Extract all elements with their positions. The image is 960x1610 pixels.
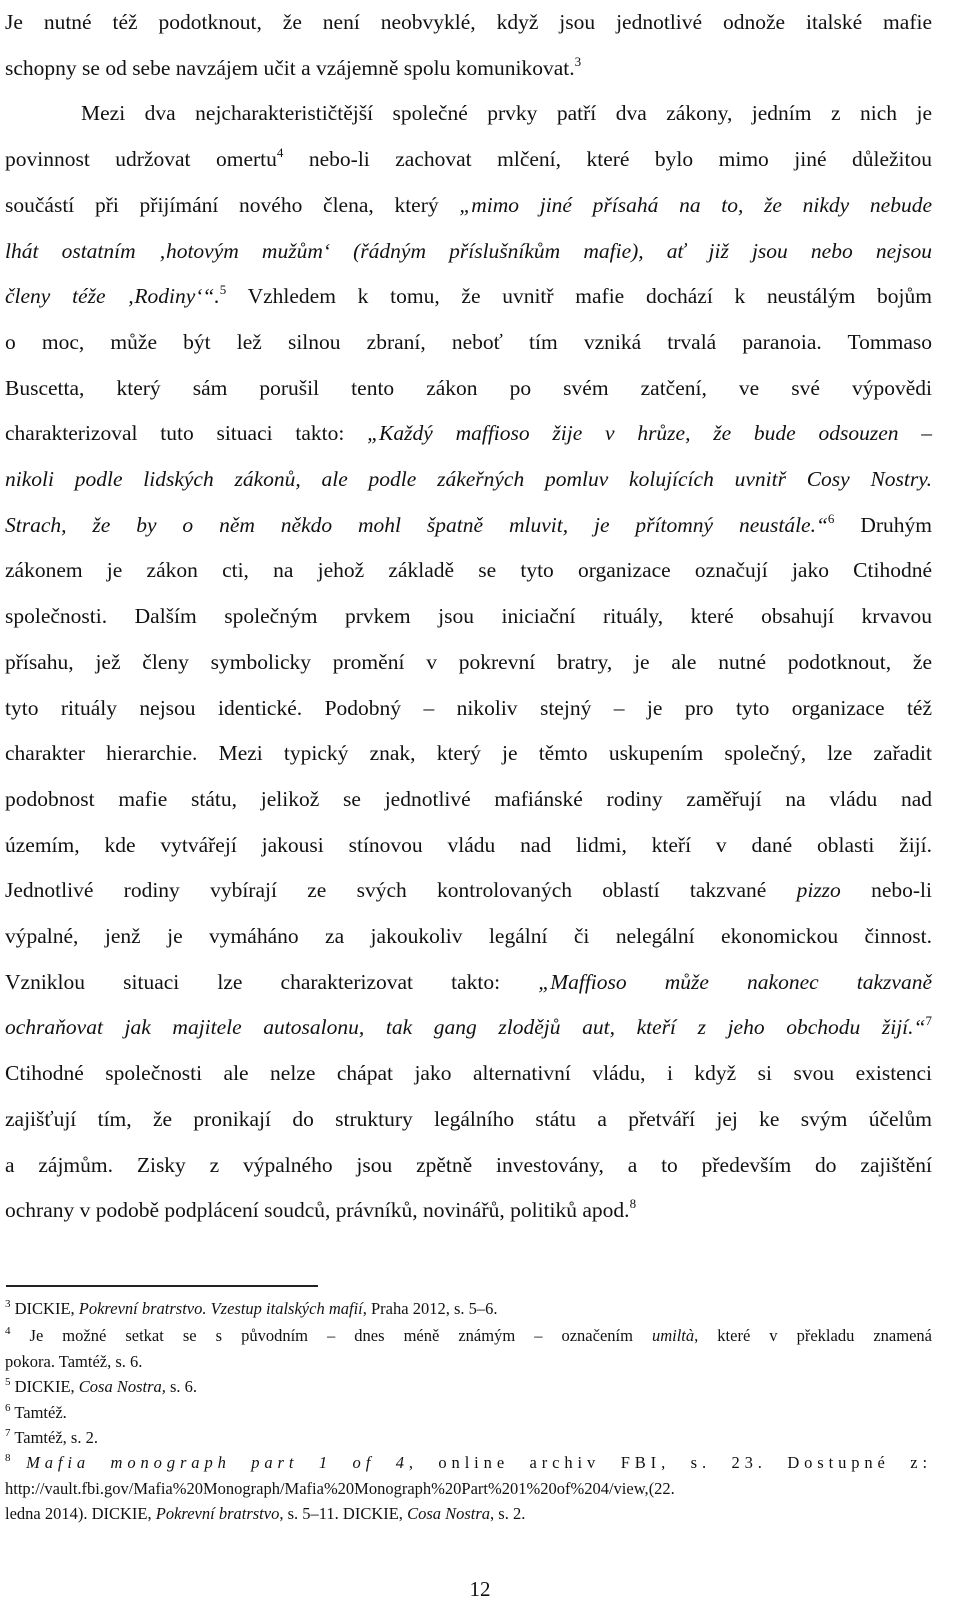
- text: a zájmům. Zisky z výpalného jsou zpětně investovány, a to především do zajištění: [5, 1152, 932, 1177]
- paragraph-line: [5, 731, 932, 777]
- quote-text: lhát ostatním ‚hotovým mužům‘ (řádným příslušníkům mafie), ať již jsou nebo nejsou: [5, 238, 932, 263]
- text: Druhým: [834, 512, 932, 537]
- text: o moc, může být lež silnou zbraní, neboť tím vzniká trvalá paranoia. Tommaso: [5, 329, 932, 354]
- quote-text: nikoli podle lidských zákonů, ale podle zákeřných pomluv kolujících uvnitř Cosy Nostry.: [5, 467, 932, 491]
- text: výpalné, jenž je vymáháno za jakoukoliv legální či nelegální ekonomickou činnost.: [5, 924, 932, 948]
- paragraph-line: [5, 411, 932, 457]
- footnote-number: 8: [5, 1452, 11, 1464]
- footnote-ref[interactable]: 4: [276, 145, 284, 161]
- paragraph-line: [81, 91, 932, 137]
- footnote-ref[interactable]: 6: [827, 510, 835, 526]
- quote-text: „mimo jiné přísahá na to, že nikdy nebude: [459, 192, 932, 217]
- paragraph-line: [5, 823, 932, 869]
- paragraph-line: [5, 868, 932, 914]
- footnote-number: 6: [5, 1402, 11, 1414]
- text: ochrany v podobě podplácení soudců, právníků, novinářů, politiků apod.: [5, 1198, 630, 1223]
- paragraph-line: [5, 1143, 932, 1189]
- quote-text: ochraňovat jak majitele autosalonu, tak gang zlodějů aut, kteří z jeho obchodu žijí.“: [5, 1015, 926, 1040]
- text: podobnost mafie státu, jelikož se jednotlivé mafiánské rodiny zaměřují na vládu nad: [5, 786, 932, 811]
- paragraph-line: [5, 229, 932, 275]
- text: zákonem je zákon cti, na jehož základě se tyto organizace označují jako Ctihodné: [5, 558, 932, 583]
- text: Jednotlivé rodiny vybírají ze svých kontrolovaných oblastí takzvané: [5, 878, 797, 903]
- text: povinnost udržovat omertu: [5, 147, 277, 172]
- text: nebo-li: [840, 878, 932, 903]
- text: Vzhledem k tomu, že uvnitř mafie dochází k neustálým bojům: [226, 284, 933, 309]
- text: součástí při přijímání nového člena, který: [5, 192, 460, 217]
- text: tyto rituály nejsou identické. Podobný – nikoliv stejný – je pro tyto organizace též: [5, 695, 932, 720]
- text: charakter hierarchie. Mezi typický znak, který je těmto uskupením společný, lze zařadit: [5, 741, 932, 766]
- paragraph-line: [5, 46, 932, 92]
- footnote-6: $^6$ Tamtéž.: [5, 1402, 67, 1422]
- footnote-8: $^8$ Mafia monograph part 1 of 4, online archiv FBI, s. 23. Dostupné z:: [5, 1452, 933, 1472]
- paragraph-line: [5, 1188, 932, 1234]
- footnote-number: 5: [5, 1376, 11, 1388]
- text: Vzniklou situaci lze charakterizovat takto:: [5, 969, 539, 994]
- footnote-8-cont: ledna 2014). DICKIE, Pokrevní bratrstvo, s. 5–11. DICKIE, Cosa Nostra, s. 2.: [5, 1504, 526, 1523]
- footnote-separator: [6, 1285, 318, 1287]
- quote-text: „Každý maffioso žije v hrůze, že bude odsouzen –: [367, 421, 932, 446]
- footnote-8-cont: http://vault.fbi.gov/Mafia%20Monograph/Mafia%20Monograph%20Part%201%20of%204/view,(22.: [5, 1479, 675, 1498]
- text: schopny se od sebe navzájem učit a vzájemně spolu komunikovat.: [5, 55, 575, 80]
- footnote-4: $^4$ Je možné setkat se s původním – dnes méně známým – označením umiltà, které v překladu znamená: [5, 1325, 932, 1345]
- paragraph-line: [5, 320, 932, 366]
- paragraph-line: [5, 686, 932, 732]
- footnote-ref[interactable]: 7: [925, 1013, 932, 1029]
- paragraph-line: [5, 0, 932, 46]
- paragraph-line: [5, 960, 932, 1006]
- paragraph-line: [5, 183, 932, 229]
- quote-text: Strach, že by o něm někdo mohl špatně mluvit, je přítomný neustále.“: [5, 512, 828, 537]
- footnote-ref[interactable]: 8: [629, 1196, 637, 1212]
- paragraph-line: [5, 548, 932, 594]
- text: nebo-li zachovat mlčení, které bylo mimo jiné důležitou: [283, 147, 932, 172]
- paragraph-line: [5, 457, 932, 503]
- footnote-7: $^7$ Tamtéž, s. 2.: [5, 1427, 98, 1447]
- footnote-url[interactable]: http://vault.fbi.gov/Mafia%20Monograph/Mafia%20Monograph%20Part%201%20of%204/view,: [5, 1479, 649, 1498]
- paragraph-line: [5, 1051, 932, 1097]
- footnote-ref[interactable]: 3: [574, 53, 582, 69]
- paragraph-line: [5, 137, 932, 183]
- paragraph-line: [5, 914, 932, 960]
- paragraph-line: [5, 1097, 932, 1143]
- footnote-number: 4: [5, 1325, 11, 1337]
- text: přísahu, jež členy symbolicky promění v pokrevní bratry, je ale nutné podotknout, že: [5, 649, 932, 674]
- text: Mezi dva nejcharakterističtější společné prvky patří dva zákony, jedním z nich je: [81, 101, 932, 126]
- quote-text: členy téže ‚Rodiny‘“.: [5, 284, 220, 309]
- paragraph-line: [5, 640, 932, 686]
- quote-text: „Maffioso může nakonec takzvaně: [538, 969, 933, 994]
- text: zajišťují tím, že pronikají do struktury legálního státu a přetváří jej ke svým účelům: [5, 1106, 932, 1131]
- text: Ctihodné společnosti ale nelze chápat jako alternativní vládu, i když si svou existenci: [5, 1061, 932, 1086]
- footnote-number: 3: [5, 1298, 11, 1310]
- footnote-ref[interactable]: 5: [219, 282, 227, 298]
- paragraph-line: [5, 1005, 932, 1051]
- footnote-number: 7: [5, 1427, 11, 1439]
- italic-term: pizzo: [796, 878, 841, 903]
- paragraph-line: [5, 777, 932, 823]
- footnote-3: $^3$ DICKIE, Pokrevní bratrstvo. Vzestup italských mafií, Praha 2012, s. 5–6.: [5, 1298, 498, 1318]
- text: charakterizoval tuto situaci takto:: [5, 421, 368, 446]
- paragraph-line: [5, 366, 932, 412]
- footnote-4-cont: pokora. Tamtéž, s. 6.: [5, 1352, 143, 1371]
- paragraph-line: [5, 274, 932, 320]
- paragraph-line: [5, 503, 932, 549]
- footnote-5: $^5$ DICKIE, Cosa Nostra, s. 6.: [5, 1376, 198, 1396]
- paragraph-line: [5, 594, 932, 640]
- text: společnosti. Dalším společným prvkem jsou iniciační rituály, které obsahují krvavou: [5, 604, 932, 629]
- text: Buscetta, který sám porušil tento zákon po svém zatčení, ve své výpovědi: [5, 375, 932, 400]
- text: Je nutné též podotknout, že není neobvyklé, když jsou jednotlivé odnože italské mafie: [5, 10, 932, 34]
- text: územím, kde vytvářejí jakousi stínovou vládu nad lidmi, kteří v dané oblasti žijí.: [5, 832, 932, 857]
- page-number: 12: [469, 1577, 491, 1601]
